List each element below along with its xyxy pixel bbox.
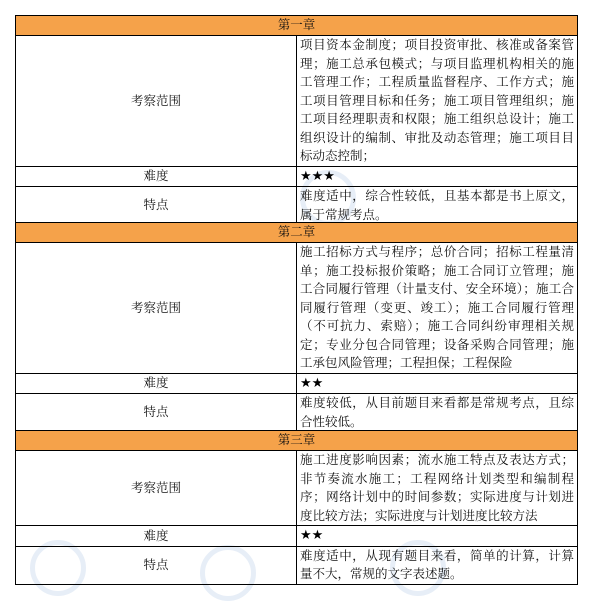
feature-label: 特点 xyxy=(16,394,297,432)
feature-label: 特点 xyxy=(16,187,297,225)
chapter-title: 第三章 xyxy=(16,431,578,451)
feature-content: 难度较低，从目前题目来看都是常规考点，且综合性较低。 xyxy=(297,394,578,432)
feature-label: 特点 xyxy=(16,546,297,584)
difficulty-label: 难度 xyxy=(16,526,297,547)
difficulty-stars xyxy=(297,526,578,547)
scope-label: 考察范围 xyxy=(16,451,297,526)
star-rating-icon: ★★ xyxy=(300,528,324,543)
scope-content: 项目资本金制度；项目投资审批、核准或备案管理；施工总承包模式；与项目监理机构相关的施工管理工作；工程质量监督程序、工作方式；施工项目管理目标和任务；施工项目管理组织；施工项目经理职责和权限；施工组织总设计；施工组织设计的编制、审批及动态管理；施工项目目标动态控制； xyxy=(297,36,578,167)
chapter-title: 第二章 xyxy=(16,223,578,243)
feature-content: 难度适中，综合性较低，且基本都是书上原文，属于常规考点。 xyxy=(297,187,578,225)
scope-content: 施工招标方式与程序；总价合同；招标工程量清单；施工投标报价策略；施工合同订立管理；施工合同履行管理（计量支付、安全环境）；施工合同履行管理（变更、竣工）；施工合同履行管理（不可抗力、索赔）；施工合同纠纷审理相关规定；专业分包合同管理；设备采购合同管理；施工承包风险管理；工程担保；工程保险 xyxy=(297,243,578,374)
chapter-title: 第一章 xyxy=(16,16,578,36)
feature-content: 难度适中，从现有题目来看，简单的计算，计算量不大，常规的文字表述题。 xyxy=(297,546,578,584)
chapter-table-2 xyxy=(15,222,578,432)
chapter-table-1 xyxy=(15,15,578,225)
star-rating-icon: ★★★ xyxy=(300,168,335,184)
scope-label: 考察范围 xyxy=(16,36,297,167)
difficulty-stars xyxy=(297,373,578,394)
chapter-table-3 xyxy=(15,430,578,585)
scope-content: 施工进度影响因素；流水施工特点及表达方式；非节奏流水施工；工程网络计划类型和编制程序；网络计划中的时间参数；实际进度与计划进度比较方法；实际进度与计划进度比较方法 xyxy=(297,451,578,526)
star-rating-icon: ★★ xyxy=(300,375,324,391)
difficulty-stars xyxy=(297,166,578,187)
difficulty-label: 难度 xyxy=(16,373,297,394)
difficulty-label: 难度 xyxy=(16,166,297,187)
scope-label: 考察范围 xyxy=(16,243,297,374)
